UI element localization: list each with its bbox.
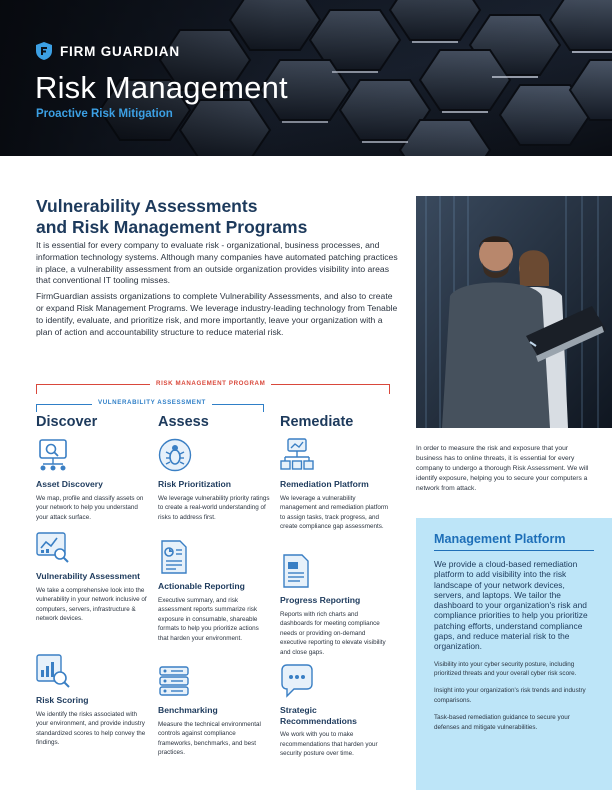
card-text: Measure the technical environmental controls against compliance frameworks, benchmarks, and best practices. (158, 720, 261, 757)
intro-paragraph-1: It is essential for every company to evaluate risk - organizational, business processes, and information technology systems. Although many companies have automated patching practices in place, a vulnerability assessment from an outside organization provides visibility into areas that conventional IT tooling misses. (36, 240, 398, 286)
management-platform-point: Insight into your organization's risk trends and industry comparisons. (434, 687, 586, 704)
card-text: We identify the risks associated with your environment, and provide industry standardized scores to help convey the findings. (36, 710, 146, 747)
network-search-icon (36, 438, 70, 472)
remediate-heading: Remediate (280, 414, 354, 430)
chat-bubble-icon (280, 664, 314, 698)
card-text: Executive summary, and risk assessment reports summarize risk exposure in consumable, shareable formats to help you prioritize actions that harden your environment. (158, 596, 259, 642)
card-actionable-reporting (158, 540, 270, 643)
card-text: We map, profile and classify assets on your network to help you understand your attack surface. (36, 494, 144, 521)
team-photo (416, 196, 612, 428)
report-document-icon (158, 540, 192, 574)
card-text: We leverage vulnerability priority ratings to create a real-world understanding of risks to address first. (158, 494, 270, 521)
card-title: Progress Reporting (280, 595, 361, 605)
card-title: Risk Scoring (36, 695, 89, 705)
page-subtitle: Proactive Risk Mitigation (36, 108, 173, 120)
platform-network-icon (280, 438, 314, 472)
intro-paragraph-2: FirmGuardian assists organizations to complete Vulnerability Assessments, and also to create or expand Risk Management Programs. We leverage industry-leading technology from Tenable to identify, evaluate, and prioritize risk, and more importantly, leave your organization with a plan of action and accountability structure to reduce material risk. (36, 291, 398, 337)
card-title: Vulnerability Assessment (36, 571, 140, 581)
analytics-magnifier-icon (36, 530, 70, 564)
assessment-label: VULNERABILITY ASSESSMENT (92, 399, 212, 406)
card-title: Benchmarking (158, 705, 218, 715)
card-progress-reporting (280, 554, 392, 657)
risk-assessment-note: In order to measure the risk and exposure that your business has to online threats, it is essential for every company to undergo a thorough Risk Assessment. We will identify exposure, helping you to secure your computers a network from attack. (416, 445, 589, 492)
progress-report-icon (280, 554, 314, 588)
card-benchmarking (158, 664, 270, 758)
discover-heading: Discover (36, 414, 98, 430)
management-platform-point: Task-based remediation guidance to secure your defenses and mitigate vulnerabilities. (434, 714, 570, 731)
management-platform-point: Visibility into your cyber security posture, including prioritized threats and your overall cyber risk score. (434, 660, 577, 678)
assess-heading: Assess (158, 414, 209, 430)
brand-logo (36, 42, 180, 60)
card-text: We take a comprehensive look into the vulnerability in your network inclusive of computers, servers, infrastructure & network devices. (36, 586, 147, 623)
card-risk-prioritization (158, 438, 270, 522)
card-title: Risk Prioritization (158, 479, 232, 489)
brand-name: FIRM GUARDIAN (60, 43, 180, 59)
bug-icon (158, 438, 192, 472)
card-asset-discovery (36, 438, 148, 522)
card-vulnerability-assessment (36, 530, 148, 624)
page-title: Risk Management (35, 70, 288, 105)
intro-heading-line2: and Risk Management Programs (36, 217, 308, 237)
management-platform-heading: Management Platform (434, 532, 594, 551)
card-remediation-platform (280, 438, 392, 532)
card-risk-scoring (36, 654, 148, 748)
management-platform-lead: We provide a cloud-based remediation platform to add visibility into the risk landscape of your network devices, servers, and laptops. We tailor the dashboard to your organization's risk and compliance priorities to help you prioritize patching efforts, understand compliance gaps, and reduce material risk to the organization. (434, 559, 588, 652)
card-text: We leverage a vulnerability management and remediation platform to assign tasks, track progress, and create compliance gap assessments. (280, 494, 389, 531)
shield-icon (36, 42, 52, 60)
hero-banner (0, 0, 612, 156)
card-text: Reports with rich charts and dashboards for meeting compliance needs or providing on-demand executive reporting to elevate visibility and close gaps. (280, 610, 386, 656)
card-strategic-recommendations (280, 664, 392, 759)
risk-program-label: RISK MANAGEMENT PROGRAM (150, 380, 271, 387)
card-text: We work with you to make recommendations that harden your security posture over time. (280, 731, 378, 758)
management-platform-panel (416, 518, 612, 790)
server-stack-icon (158, 664, 192, 698)
card-title: Asset Discovery (36, 479, 103, 489)
intro-heading-line1: Vulnerability Assessments (36, 196, 258, 216)
card-title: Remediation Platform (280, 479, 369, 489)
intro-body (36, 240, 398, 342)
intro-heading (36, 196, 406, 238)
card-title: Strategic Recommendations (280, 705, 357, 726)
score-chart-icon (36, 654, 70, 688)
card-title: Actionable Reporting (158, 581, 245, 591)
